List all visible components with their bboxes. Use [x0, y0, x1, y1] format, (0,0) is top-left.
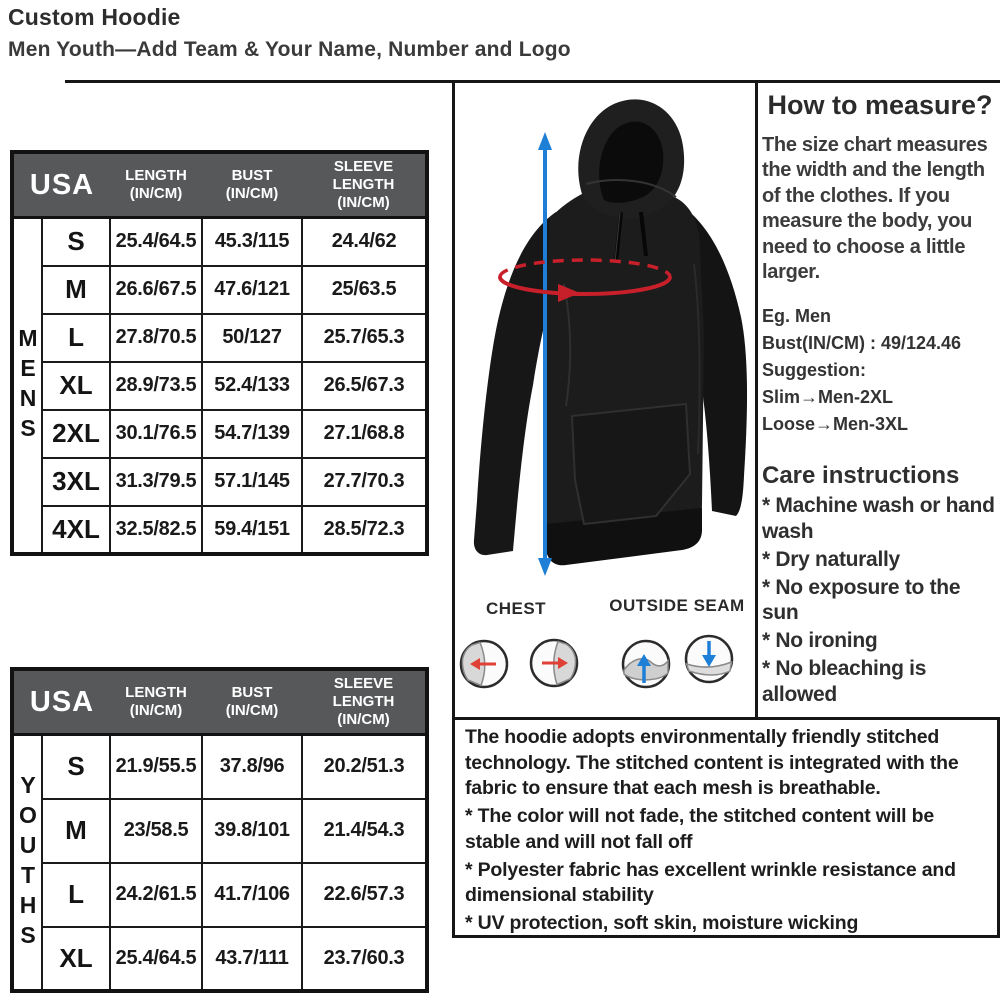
size-cell: XL — [42, 362, 110, 410]
bust-cell: 45.3/115 — [202, 218, 302, 266]
length-cell: 21.9/55.5 — [110, 735, 202, 799]
fabric-description-box — [452, 717, 1000, 938]
youths-size-table — [10, 667, 429, 993]
table-row — [12, 314, 427, 362]
middle-panel-border-line — [755, 80, 758, 720]
sleeve-cell: 25.7/65.3 — [302, 314, 427, 362]
mens-header-length: LENGTH (IN/CM) — [110, 152, 202, 218]
youths-group-label: YOUTHS — [12, 735, 42, 991]
example-line: Eg. Men — [762, 306, 832, 327]
mens-header-sleeve: SLEEVE LENGTH (IN/CM) — [302, 152, 427, 218]
how-to-measure-panel — [762, 88, 998, 707]
fabric-paragraph: * The color will not fade, the stitched content will be stable and will not fall off — [465, 805, 934, 853]
youths-table-header-row — [12, 669, 427, 735]
length-cell: 25.4/64.5 — [110, 927, 202, 991]
bust-cell: 41.7/106 — [202, 863, 302, 927]
fabric-paragraph: The hoodie adopts environmentally friendly stitched technology. The stitched content is integrated with the fabric to ensure that each mesh is breathable. — [465, 726, 959, 800]
top-divider-line — [65, 80, 1000, 83]
sleeve-cell: 26.5/67.3 — [302, 362, 427, 410]
table-row — [12, 863, 427, 927]
chest-label: CHEST — [485, 599, 547, 618]
size-cell: 2XL — [42, 410, 110, 458]
length-cell: 28.9/73.5 — [110, 362, 202, 410]
length-cell: 26.6/67.5 — [110, 266, 202, 314]
care-item: * Machine wash or hand wash — [762, 494, 995, 543]
bust-cell: 54.7/139 — [202, 410, 302, 458]
care-instructions-heading: Care instructions — [762, 462, 960, 490]
example-line: Suggestion: — [762, 360, 866, 381]
outside-seam-down-icon — [683, 633, 735, 685]
mens-size-table — [10, 150, 429, 556]
sleeve-cell: 27.7/70.3 — [302, 458, 427, 506]
page-subtitle: Men Youth—Add Team & Your Name, Number and Logo — [8, 38, 571, 61]
bust-cell: 50/127 — [202, 314, 302, 362]
size-suggestion-block — [762, 303, 998, 438]
size-cell: XL — [42, 927, 110, 991]
size-cell: M — [42, 799, 110, 863]
table-row — [12, 799, 427, 863]
care-item: * No ironing — [762, 629, 878, 653]
length-cell: 25.4/64.5 — [110, 218, 202, 266]
size-cell: L — [42, 863, 110, 927]
mens-header-usa: USA — [12, 152, 110, 218]
bust-cell: 37.8/96 — [202, 735, 302, 799]
youths-header-usa: USA — [12, 669, 110, 735]
sleeve-cell: 22.6/57.3 — [302, 863, 427, 927]
care-item: * No bleaching is allowed — [762, 657, 927, 706]
size-cell: 4XL — [42, 506, 110, 554]
youths-header-bust: BUST (IN/CM) — [202, 669, 302, 735]
chest-measure-right-icon — [528, 637, 580, 689]
table-row — [12, 735, 427, 799]
bust-cell: 43.7/111 — [202, 927, 302, 991]
length-cell: 31.3/79.5 — [110, 458, 202, 506]
bust-cell: 52.4/133 — [202, 362, 302, 410]
size-cell: S — [42, 735, 110, 799]
care-item: * Dry naturally — [762, 547, 900, 571]
page-title: Custom Hoodie — [8, 4, 181, 30]
sleeve-cell: 23.7/60.3 — [302, 927, 427, 991]
youths-header-sleeve: SLEEVE LENGTH (IN/CM) — [302, 669, 427, 735]
mens-table-header-row — [12, 152, 427, 218]
table-row — [12, 458, 427, 506]
table-row — [12, 927, 427, 991]
youths-header-length: LENGTH (IN/CM) — [110, 669, 202, 735]
length-cell: 32.5/82.5 — [110, 506, 202, 554]
sleeve-cell: 24.4/62 — [302, 218, 427, 266]
bust-cell: 59.4/151 — [202, 506, 302, 554]
example-line: Slim→Men-2XL — [762, 387, 894, 408]
table-row — [12, 410, 427, 458]
outside-seam-up-icon — [620, 638, 672, 690]
fabric-paragraph: * UV protection, soft skin, moisture wicking — [465, 912, 859, 935]
table-row — [12, 218, 427, 266]
sleeve-cell: 21.4/54.3 — [302, 799, 427, 863]
length-cell: 23/58.5 — [110, 799, 202, 863]
how-to-measure-heading: How to measure? — [767, 90, 993, 120]
length-cell: 27.8/70.5 — [110, 314, 202, 362]
hoodie-product-image — [454, 84, 754, 594]
fabric-paragraph: * Polyester fabric has excellent wrinkle resistance and dimensional stability — [465, 858, 956, 907]
size-cell: L — [42, 314, 110, 362]
example-line: Bust(IN/CM) : 49/124.46 — [762, 333, 962, 354]
length-cell: 24.2/61.5 — [110, 863, 202, 927]
care-item: * No exposure to the sun — [762, 575, 961, 625]
sleeve-cell: 25/63.5 — [302, 266, 427, 314]
length-cell: 30.1/76.5 — [110, 410, 202, 458]
bust-cell: 39.8/101 — [202, 799, 302, 863]
size-cell: S — [42, 218, 110, 266]
table-row — [12, 362, 427, 410]
bust-cell: 57.1/145 — [202, 458, 302, 506]
size-cell: 3XL — [42, 458, 110, 506]
chest-measure-left-icon — [458, 638, 510, 690]
bust-cell: 47.6/121 — [202, 266, 302, 314]
sleeve-cell: 28.5/72.3 — [302, 506, 427, 554]
sleeve-cell: 20.2/51.3 — [302, 735, 427, 799]
example-line: Loose→Men-3XL — [762, 414, 909, 435]
measure-body-text: The size chart measures the width and the length of the clothes. If you measure the body, you need to choose a little larger. — [762, 134, 988, 283]
mens-group-label: MENS — [12, 218, 42, 554]
table-row — [12, 266, 427, 314]
sleeve-cell: 27.1/68.8 — [302, 410, 427, 458]
size-cell: M — [42, 266, 110, 314]
outside-seam-label: OUTSIDE SEAM — [609, 596, 745, 615]
table-row — [12, 506, 427, 554]
mens-header-bust: BUST (IN/CM) — [202, 152, 302, 218]
